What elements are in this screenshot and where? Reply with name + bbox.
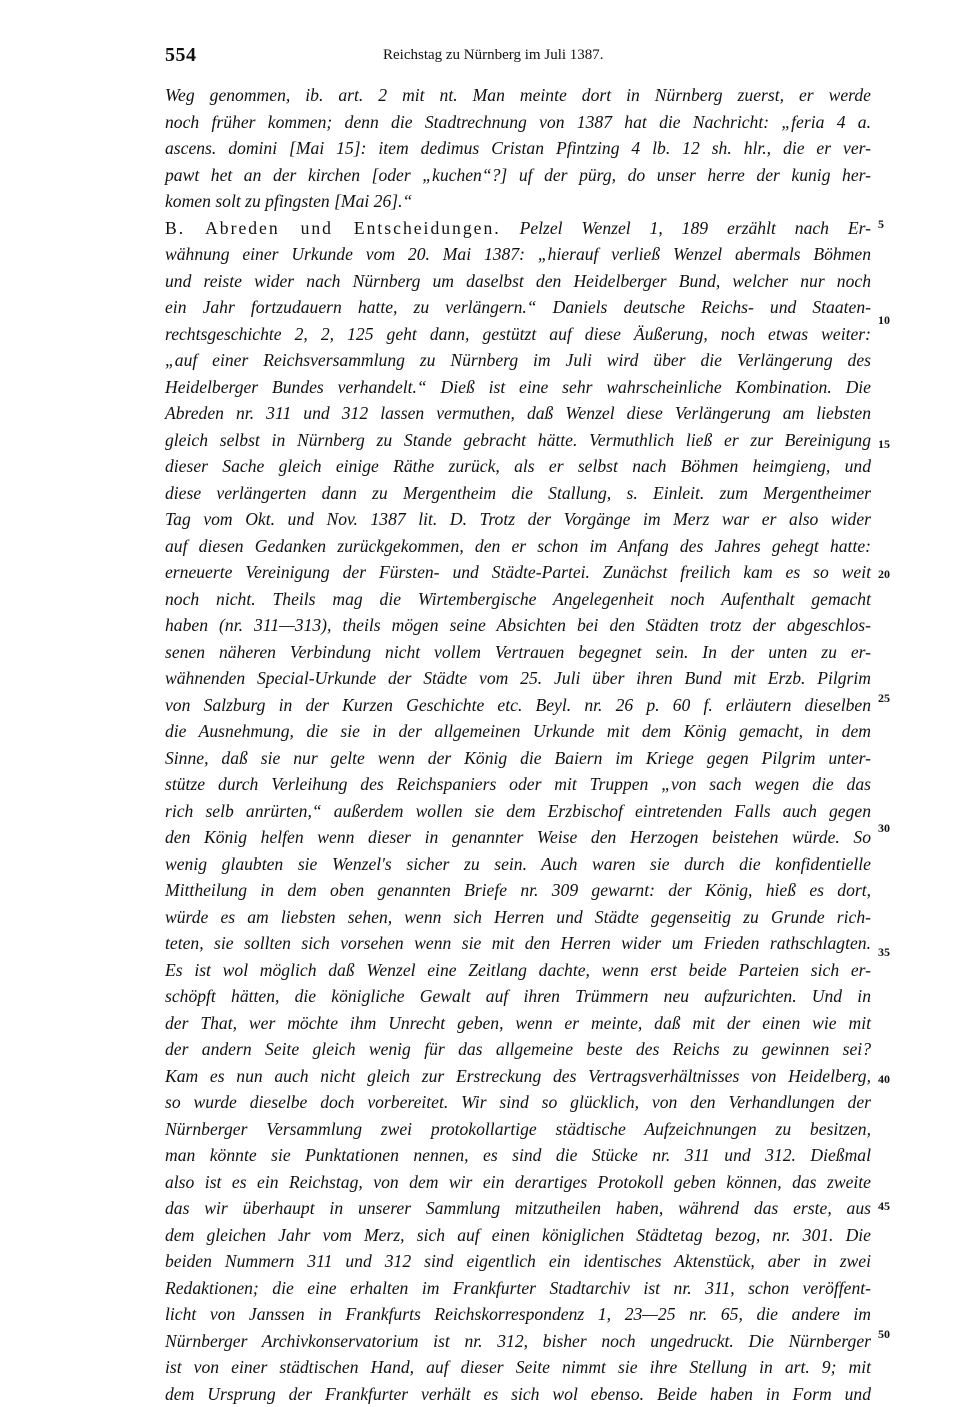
text-line: teten, sie sollten sich vorsehen wenn sie mit den Herren wider um Frieden rathschlagten. — [165, 930, 871, 957]
margin-line-number: 5 — [878, 217, 884, 232]
section-heading: B. Abreden und Entscheidungen. — [165, 218, 501, 238]
margin-line-number: 50 — [878, 1327, 890, 1342]
text-line: und reiste wider nach Nürnberg um daselbst den Heidelberger Bund, welcher nur noch — [165, 268, 871, 295]
page-header — [165, 44, 865, 74]
text-line: so wurde dieselbe doch vorbereitet. Wir sind so glücklich, von den Verhandlungen der — [165, 1089, 871, 1116]
text-line: die Ausnehmung, die sie in der allgemeinen Urkunde mit dem König gemacht, in dem — [165, 718, 871, 745]
text-line: Abreden nr. 311 und 312 lassen vermuthen, daß Wenzel diese Verlängerung am liebsten — [165, 400, 871, 427]
text-line: Nürnberger Versammlung zwei protokollartige städtische Aufzeichnungen zu besitzen, — [165, 1116, 871, 1143]
page-number: 554 — [165, 44, 197, 67]
text-line: beiden Nummern 311 und 312 sind eigentlich ein identisches Aktenstück, aber in zwei — [165, 1248, 871, 1275]
text-line: senen näheren Verbindung nicht vollem Vertrauen begegnet sein. In der unten zu er- — [165, 639, 871, 666]
text-line: komen solt zu pfingsten [Mai 26].“ — [165, 188, 871, 215]
text-line: das wir überhaupt in unserer Sammlung mitzutheilen haben, während das erste, aus — [165, 1195, 871, 1222]
text-line: noch früher kommen; denn die Stadtrechnung von 1387 hat die Nachricht: „feria 4 a. — [165, 109, 871, 136]
text-line: der andern Seite gleich wenig für das allgemeine beste des Reichs zu gewinnen sei? — [165, 1036, 871, 1063]
text-line: Mittheilung in dem oben genannten Briefe nr. 309 gewarnt: der König, hieß es dort, — [165, 877, 871, 904]
margin-line-number: 20 — [878, 567, 890, 582]
body-text — [165, 82, 871, 1407]
text-line: Tag vom Okt. und Nov. 1387 lit. D. Trotz der Vorgänge im Merz war er also wider — [165, 506, 871, 533]
text-line: Sinne, daß sie nur gelte wenn der König die Baiern im Kriege gegen Pilgrim unter- — [165, 745, 871, 772]
text-line: haben (nr. 311—313), theils mögen seine Absichten bei den Städten trotz der abgeschlos- — [165, 612, 871, 639]
text-line: ascens. domini [Mai 15]: item dedimus Cristan Pfintzing 4 lb. 12 sh. hlr., die er ver- — [165, 135, 871, 162]
text-line: Es ist wol möglich daß Wenzel eine Zeitlang dachte, wenn erst beide Parteien sich er- — [165, 957, 871, 984]
text-line: gleich selbst in Nürnberg zu Stande gebracht hätte. Vermuthlich ließ er zur Bereinigung — [165, 427, 871, 454]
margin-line-number: 35 — [878, 945, 890, 960]
text-line: von Salzburg in der Kurzen Geschichte etc. Beyl. nr. 26 p. 60 f. erläutern dieselben — [165, 692, 871, 719]
text-line: „auf einer Reichsversammlung zu Nürnberg im Juli wird über die Verlängerung des — [165, 347, 871, 374]
text-line — [165, 215, 871, 242]
text-line: wähnung einer Urkunde vom 20. Mai 1387: „hierauf verließ Wenzel abermals Böhmen — [165, 241, 871, 268]
margin-line-number: 25 — [878, 691, 890, 706]
text-line: rechtsgeschichte 2, 2, 125 geht dann, gestützt auf diese Äußerung, noch etwas weiter: — [165, 321, 871, 348]
text-line: Kam es nun auch nicht gleich zur Erstreckung des Vertragsverhältnisses von Heidelberg, — [165, 1063, 871, 1090]
text-line: Heidelberger Bundes verhandelt.“ Dieß ist eine sehr wahrscheinliche Kombination. Die — [165, 374, 871, 401]
text-line: ein Jahr fortzudauern hatte, zu verlängern.“ Daniels deutsche Reichs- und Staaten- — [165, 294, 871, 321]
margin-line-number: 30 — [878, 821, 890, 836]
running-head: Reichstag zu Nürnberg im Juli 1387. — [383, 47, 604, 64]
text-line: ist von einer städtischen Hand, auf dieser Seite nimmt sie ihre Stellung in art. 9; mit — [165, 1354, 871, 1381]
text-line: man könnte sie Punktationen nennen, es sind die Stücke nr. 311 und 312. Dießmal — [165, 1142, 871, 1169]
text-line: den König helfen wenn dieser in genannter Weise den Herzogen beistehen würde. So — [165, 824, 871, 851]
text-line: pawt het an der kirchen [oder „kuchen“?] uf der pürg, do unser herre der kunig her- — [165, 162, 871, 189]
text-line: also ist es ein Reichstag, von dem wir ein derartiges Protokoll geben können, das zweite — [165, 1169, 871, 1196]
text-line: dem gleichen Jahr vom Merz, sich auf einen königlichen Städtetag bezog, nr. 301. Die — [165, 1222, 871, 1249]
text-line: diese verlängerten dann zu Mergentheim die Stallung, s. Einleit. zum Mergentheimer — [165, 480, 871, 507]
margin-line-number: 15 — [878, 437, 890, 452]
text-line: noch nicht. Theils mag die Wirtembergische Angelegenheit noch Aufenthalt gemacht — [165, 586, 871, 613]
margin-line-number: 45 — [878, 1199, 890, 1214]
text-line: wähnenden Special-Urkunde der Städte vom 25. Juli über ihren Bund mit Erzb. Pilgrim — [165, 665, 871, 692]
text-line: stütze durch Verleihung des Reichspaniers oder mit Truppen „von sach wegen die das — [165, 771, 871, 798]
text-line: Redaktionen; die eine erhalten im Frankfurter Stadtarchiv ist nr. 311, schon veröffent- — [165, 1275, 871, 1302]
margin-line-number: 10 — [878, 313, 890, 328]
text-line: dem Ursprung der Frankfurter verhält es sich wol ebenso. Beide haben in Form und — [165, 1381, 871, 1407]
text-line: rich selb anrürten,“ außerdem wollen sie dem Erzbischof eintretenden Falls auch gegen — [165, 798, 871, 825]
text-line: licht von Janssen in Frankfurts Reichskorrespondenz 1, 23—25 nr. 65, die andere im — [165, 1301, 871, 1328]
text-line: erneuerte Vereinigung der Fürsten- und Städte-Partei. Zunächst freilich kam es so weit — [165, 559, 871, 586]
text-line: Nürnberger Archivkonservatorium ist nr. 312, bisher noch ungedruckt. Die Nürnberger — [165, 1328, 871, 1355]
text-line: auf diesen Gedanken zurückgekommen, den er schon im Anfang des Jahres gehegt hatte: — [165, 533, 871, 560]
margin-line-number: 40 — [878, 1072, 890, 1087]
text-line: würde es am liebsten sehen, wenn sich Herren und Städte gegenseitig zu Grunde rich- — [165, 904, 871, 931]
text-line: Weg genommen, ib. art. 2 mit nt. Man meinte dort in Nürnberg zuerst, er werde — [165, 82, 871, 109]
section-heading-continuation: Pelzel Wenzel 1, 189 erzählt nach Er- — [501, 218, 871, 238]
text-line: dieser Sache gleich einige Räthe zurück, als er selbst nach Böhmen heimgieng, und — [165, 453, 871, 480]
text-line: wenig glaubten sie Wenzel's sicher zu sein. Auch waren sie durch die konfidentielle — [165, 851, 871, 878]
text-line: der That, wer möchte ihm Unrecht geben, wenn er meinte, daß mit der einen wie mit — [165, 1010, 871, 1037]
text-line: schöpft hätten, die königliche Gewalt auf ihren Trümmern neu aufzurichten. Und in — [165, 983, 871, 1010]
